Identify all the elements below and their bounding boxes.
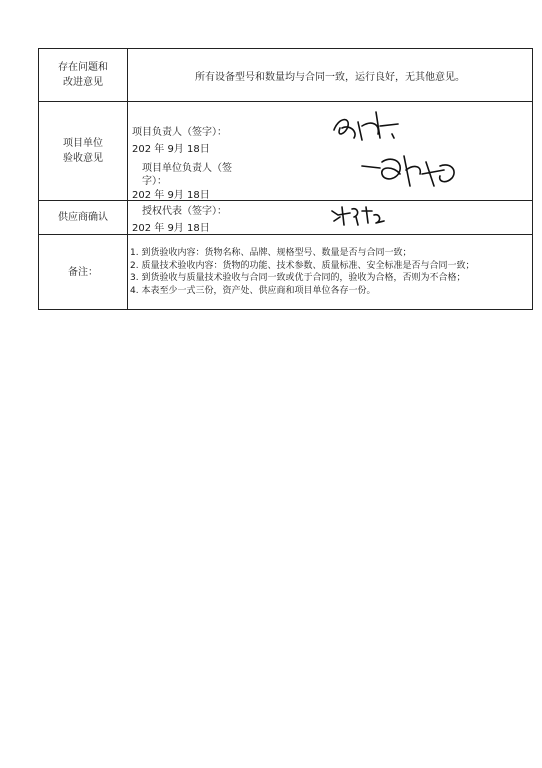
issues-label-line2: 改进意见 bbox=[63, 77, 103, 88]
notes-label-cell bbox=[39, 235, 128, 310]
issues-text: 所有设备型号和数量均与合同一致，运行良好，无其他意见。 bbox=[195, 71, 465, 83]
supplier-signature bbox=[328, 201, 388, 231]
issues-label-cell bbox=[39, 49, 128, 102]
unit-head-sign-label-line2: 字）： bbox=[142, 176, 167, 187]
issues-content-cell bbox=[128, 49, 533, 102]
unit-label-line2: 验收意见 bbox=[63, 153, 103, 164]
unit-label-line1: 项目单位 bbox=[63, 138, 103, 149]
supplier-label-cell bbox=[39, 201, 128, 235]
project-leader-sign-date: 202 年 9月 18日 bbox=[132, 144, 210, 155]
unit-head-signature bbox=[360, 152, 470, 194]
issues-row bbox=[39, 49, 533, 102]
note-item-2: 2. 质量技术验收内容：货物的功能、技术参数、质量标准、安全标准是否与合同一致； bbox=[130, 260, 475, 271]
note-item-4: 4. 本表至少一式三份，资产处、供应商和项目单位各存一份。 bbox=[130, 285, 376, 296]
unit-head-sign-label bbox=[142, 162, 232, 188]
project-leader-signature bbox=[328, 104, 418, 148]
supplier-content-cell bbox=[128, 201, 533, 235]
unit-acceptance-row bbox=[39, 102, 533, 201]
unit-head-sign-label-line1: 项目单位负责人（签 bbox=[142, 163, 232, 174]
supplier-sign-date: 202 年 9月 18日 bbox=[132, 223, 210, 234]
note-item-3: 3. 到货验收与质量技术验收与合同一致或优于合同的，验收为合格，否则为不合格； bbox=[130, 273, 466, 283]
supplier-label: 供应商确认 bbox=[58, 212, 108, 223]
note-item-1: 1. 到货验收内容：货物名称、品牌、规格型号、数量是否与合同一致； bbox=[130, 248, 412, 258]
project-leader-sign-label: 项目负责人（签字）： bbox=[132, 127, 227, 138]
notes-row bbox=[39, 235, 533, 310]
notes-list bbox=[128, 246, 532, 298]
unit-head-sign-date: 202 年 9月 18日 bbox=[132, 190, 210, 201]
unit-acceptance-content-cell bbox=[128, 102, 533, 201]
notes-label: 备注： bbox=[68, 266, 98, 278]
supplier-sign-label: 授权代表（签字）： bbox=[142, 206, 227, 217]
acceptance-form-table bbox=[38, 48, 533, 310]
notes-content-cell bbox=[128, 235, 533, 310]
unit-acceptance-label-cell bbox=[39, 102, 128, 201]
supplier-row bbox=[39, 201, 533, 235]
issues-label-line1: 存在问题和 bbox=[58, 62, 108, 73]
